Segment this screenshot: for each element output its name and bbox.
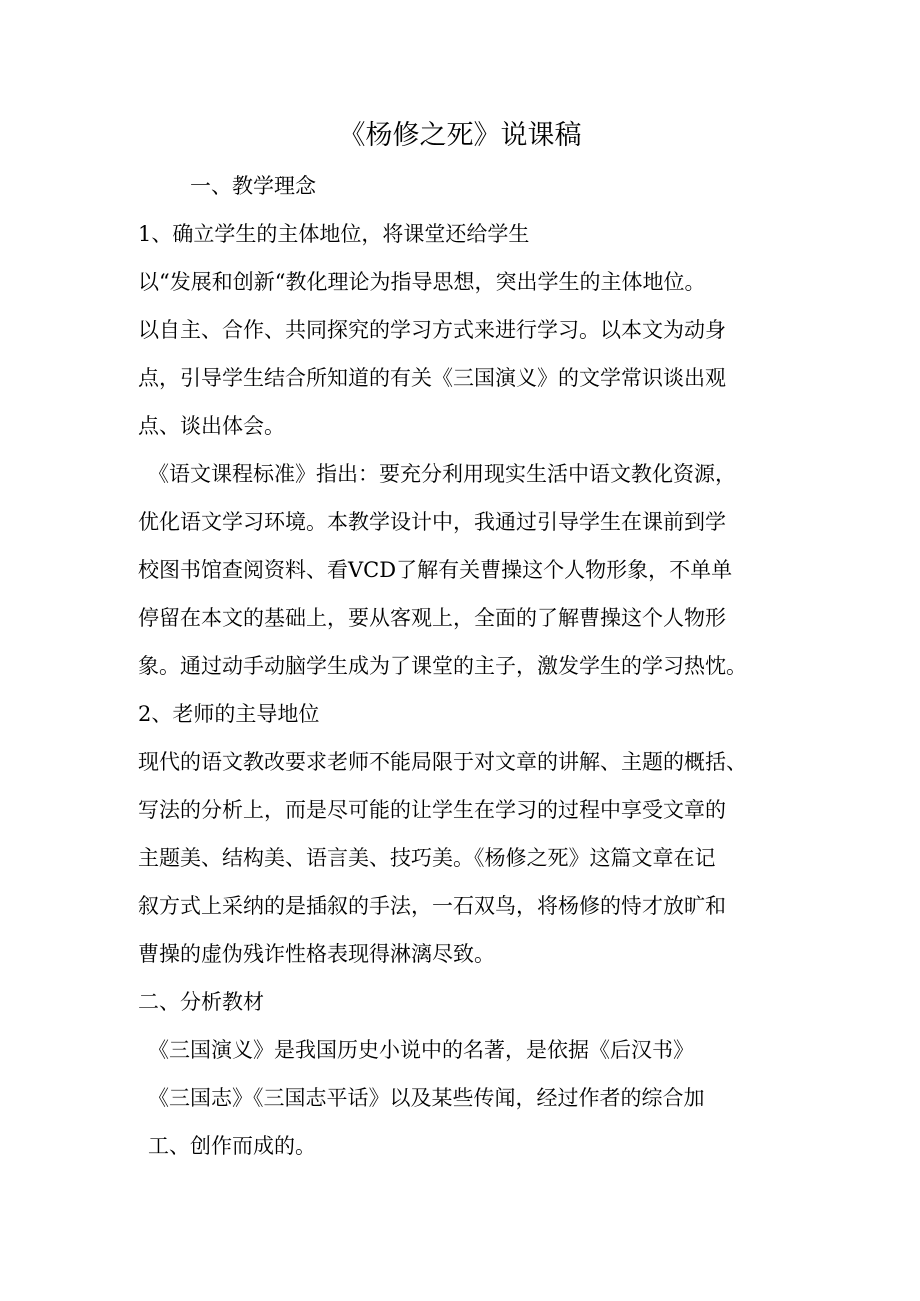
paragraph-line: 优化语文学习环境。本教学设计中，我通过引导学生在课前到学 — [138, 510, 726, 534]
paragraph-line: 曹操的虚伪残诈性格表现得淋漓尽致。 — [138, 942, 495, 966]
paragraph-line: 以自主、合作、共同探究的学习方式来进行学习。以本文为动身 — [138, 318, 726, 342]
paragraph-line: 停留在本文的基础上，要从客观上，全面的了解曹操这个人物形 — [138, 606, 726, 630]
paragraph-line: 写法的分析上，而是尽可能的让学生在学习的过程中享受文章的 — [138, 798, 726, 822]
paragraph-line: 点，引导学生结合所知道的有关《三国演义》的文学常识谈出观 — [138, 366, 726, 390]
paragraph-line: 象。通过动手动脑学生成为了课堂的主子，激发学生的学习热忱。 — [138, 654, 747, 678]
paragraph-line: 校图书馆查阅资料、看VCD了解有关曹操这个人物形象，不单单 — [138, 558, 733, 582]
paragraph-line: 《三国志》《三国志平话》以及某些传闻，经过作者的综合加 — [148, 1086, 705, 1110]
paragraph-line: 叙方式上采纳的是插叙的手法，一石双鸟，将杨修的恃才放旷和 — [138, 894, 726, 918]
paragraph-line: 点、谈出体会。 — [138, 414, 285, 438]
paragraph-line: 以“发展和创新“教化理论为指导思想，突出学生的主体地位。 — [138, 270, 706, 294]
heading-teaching-philosophy: 一、教学理念 — [190, 174, 316, 198]
paragraph-line: 现代的语文教改要求老师不能局限于对文章的讲解、主题的概括、 — [138, 750, 747, 774]
paragraph-line: 主题美、结构美、语言美、技巧美。《杨修之死》这篇文章在记 — [138, 846, 716, 870]
paragraph-line: 工、创作而成的。 — [148, 1134, 316, 1158]
paragraph-line: 《三国演义》是我国历史小说中的名著，是依据《后汉书》 — [148, 1038, 694, 1062]
subheading-teacher-role: 2、老师的主导地位 — [138, 702, 320, 726]
heading-analyze-textbook: 二、分析教材 — [138, 990, 264, 1014]
paragraph-line: 《语文课程标准》指出：要充分利用现实生活中语文教化资源， — [148, 462, 736, 486]
subheading-student-role: 1、确立学生的主体地位，将课堂还给学生 — [138, 222, 530, 246]
document-title: 《杨修之死》说课稿 — [338, 120, 582, 151]
